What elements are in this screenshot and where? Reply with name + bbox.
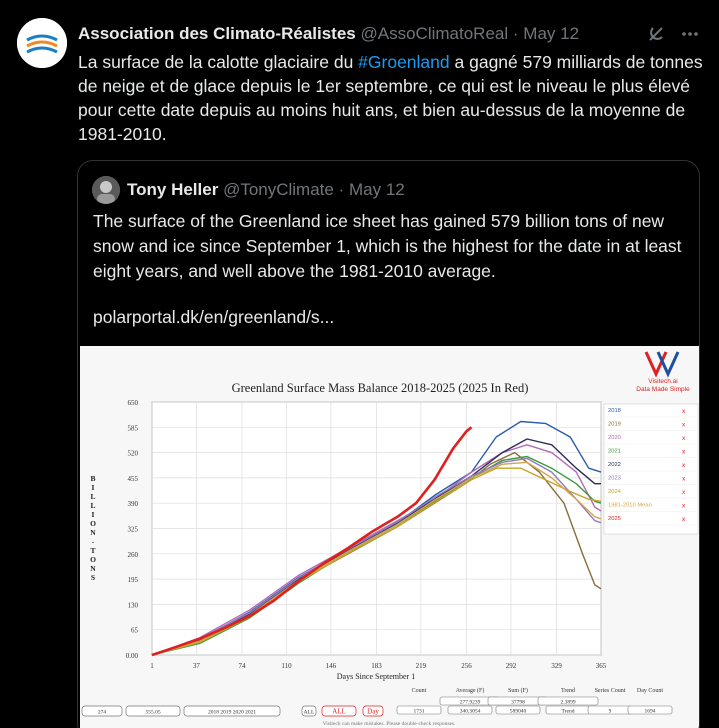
stats-value: 277.9239: [459, 699, 481, 706]
y-tick-label: 585: [127, 424, 138, 433]
y-tick-label: 325: [127, 525, 138, 534]
stats-value: 9: [608, 708, 612, 715]
y-axis-label-char: -: [91, 537, 95, 546]
y-axis-label-char: N: [90, 564, 96, 573]
legend-entry: 1981-2010 Mean: [608, 502, 652, 509]
stats-value: 1694: [644, 708, 656, 715]
y-axis-label-char: L: [90, 501, 96, 510]
stats-header: Trend: [560, 688, 576, 694]
x-tick-label: 110: [281, 662, 292, 670]
footer-cell-label: 2018 2019 2020 2021: [207, 709, 257, 716]
y-tick-label: 520: [127, 449, 138, 458]
y-tick-label: 455: [127, 474, 138, 483]
y-axis-label-char: S: [90, 573, 96, 582]
stats-header: Average (F): [455, 688, 485, 694]
stats-value: 1731: [413, 708, 425, 715]
legend-remove-marker: x: [682, 435, 686, 442]
y-tick-label: 260: [127, 550, 138, 559]
brand-name: Visitech.ai: [648, 378, 678, 385]
x-tick-label: 292: [505, 662, 517, 670]
footer-cell-label: Day: [367, 707, 379, 716]
chart-title: Greenland Surface Mass Balance 2018-2025 (2025 In Red): [231, 381, 529, 395]
legend-remove-marker: x: [682, 489, 686, 496]
y-axis-label-char: T: [90, 546, 96, 555]
chart-image[interactable]: [80, 346, 699, 728]
y-tick-label: 65: [131, 626, 138, 635]
legend-entry: 2019: [608, 421, 621, 428]
tweet-text-after: a gagné 579 milliards de tonnes de neige et de glace depuis le 1er septembre, ce qui est le niveau le plus élevé pour cette date depuis au moins huit ans, et bien au-dessus de la moyenne de 1981-2010.: [78, 52, 703, 144]
x-tick-label: 1: [150, 662, 154, 670]
grok-icon[interactable]: [646, 24, 666, 44]
stats-value: 37798: [511, 699, 525, 706]
stats-value: 2.3899: [560, 699, 576, 706]
tweet-text: [78, 50, 703, 146]
chart-svg: [80, 346, 699, 728]
stats-header: Day Count: [636, 688, 664, 694]
y-axis-label-char: L: [90, 492, 96, 501]
stats-header: Series Count: [594, 688, 626, 694]
hashtag-link[interactable]: #Groenland: [358, 52, 450, 72]
quote-separator: ·: [338, 180, 345, 199]
y-axis-label-char: N: [90, 528, 96, 537]
footer-cell-label: ALL: [303, 709, 315, 716]
y-axis-label-char: B: [90, 474, 96, 483]
brand-tagline: Data Made Simple: [636, 386, 690, 393]
chart-disclaimer: Visitech can make mistakes. Please double-check responses.: [322, 721, 456, 727]
y-axis-label-char: O: [90, 555, 96, 564]
legend-remove-marker: x: [682, 448, 686, 456]
footer-cell-label: ALL: [332, 707, 346, 716]
quote-author-handle[interactable]: @TonyClimate: [223, 180, 334, 199]
x-tick-label: 146: [325, 662, 337, 670]
x-tick-label: 74: [238, 662, 246, 670]
legend-remove-marker: x: [682, 502, 686, 510]
legend-remove-marker: x: [682, 462, 686, 469]
y-axis-label-char: I: [91, 483, 95, 492]
y-tick-label: 0.00: [125, 652, 138, 660]
footer-cell-label: 555.05: [145, 709, 161, 716]
more-icon[interactable]: [680, 24, 700, 44]
y-tick-label: 195: [127, 576, 138, 585]
legend-entry: 2023: [608, 475, 621, 482]
legend-entry: 2025: [608, 516, 621, 522]
legend-entry: 2018: [608, 408, 621, 414]
stats-header: Count: [411, 688, 427, 694]
x-axis-label: Days Since September 1: [336, 672, 416, 681]
x-tick-label: 183: [371, 662, 382, 670]
legend-remove-marker: x: [682, 516, 686, 523]
legend-entry: 2022: [608, 462, 621, 468]
separator: ·: [512, 24, 519, 43]
x-tick-label: 329: [551, 662, 562, 670]
quote-link[interactable]: polarportal.dk/en/greenland/s...: [93, 307, 335, 327]
quote-text: The surface of the Greenland ice sheet has gained 579 billion tons of new snow and ice since September 1, which is the highest for the date in at least eight years, and well above the 1981-2010 average.: [93, 211, 682, 281]
legend-entry: 2020: [608, 435, 621, 441]
stats-header: Sum (F): [508, 688, 528, 694]
quote-author-avatar[interactable]: [92, 176, 120, 204]
stats-value: 340.3054: [459, 708, 481, 715]
quoted-tweet[interactable]: [77, 160, 700, 728]
x-tick-label: 256: [461, 662, 472, 670]
x-tick-label: 365: [595, 662, 607, 670]
tweet-header: [78, 24, 579, 44]
quote-header: [127, 180, 405, 200]
y-tick-label: 390: [127, 500, 138, 509]
y-axis-label-char: I: [91, 510, 95, 519]
author-name[interactable]: Association des Climato-Réalistes: [78, 24, 356, 43]
y-tick-label: 130: [127, 601, 138, 610]
y-axis-label-char: O: [90, 519, 96, 528]
legend-entry: 2021: [608, 448, 621, 455]
x-tick-label: 37: [192, 662, 200, 670]
tweet-text-before: La surface de la calotte glaciaire du: [78, 52, 359, 72]
legend-remove-marker: x: [682, 408, 686, 415]
quote-author-name[interactable]: Tony Heller: [127, 180, 219, 199]
quote-date[interactable]: May 12: [349, 180, 405, 199]
author-handle[interactable]: @AssoClimatoReal: [360, 24, 509, 43]
legend-remove-marker: x: [682, 421, 686, 429]
stats-value: Trend: [561, 708, 575, 715]
legend-entry: 2024: [608, 489, 621, 495]
footer-cell-label: 274: [97, 709, 107, 716]
author-avatar[interactable]: [17, 18, 67, 68]
stats-value: 589040: [509, 708, 527, 715]
legend-remove-marker: x: [682, 475, 686, 483]
y-tick-label: 650: [127, 399, 138, 407]
x-tick-label: 219: [415, 662, 427, 670]
tweet-date[interactable]: May 12: [523, 24, 580, 43]
